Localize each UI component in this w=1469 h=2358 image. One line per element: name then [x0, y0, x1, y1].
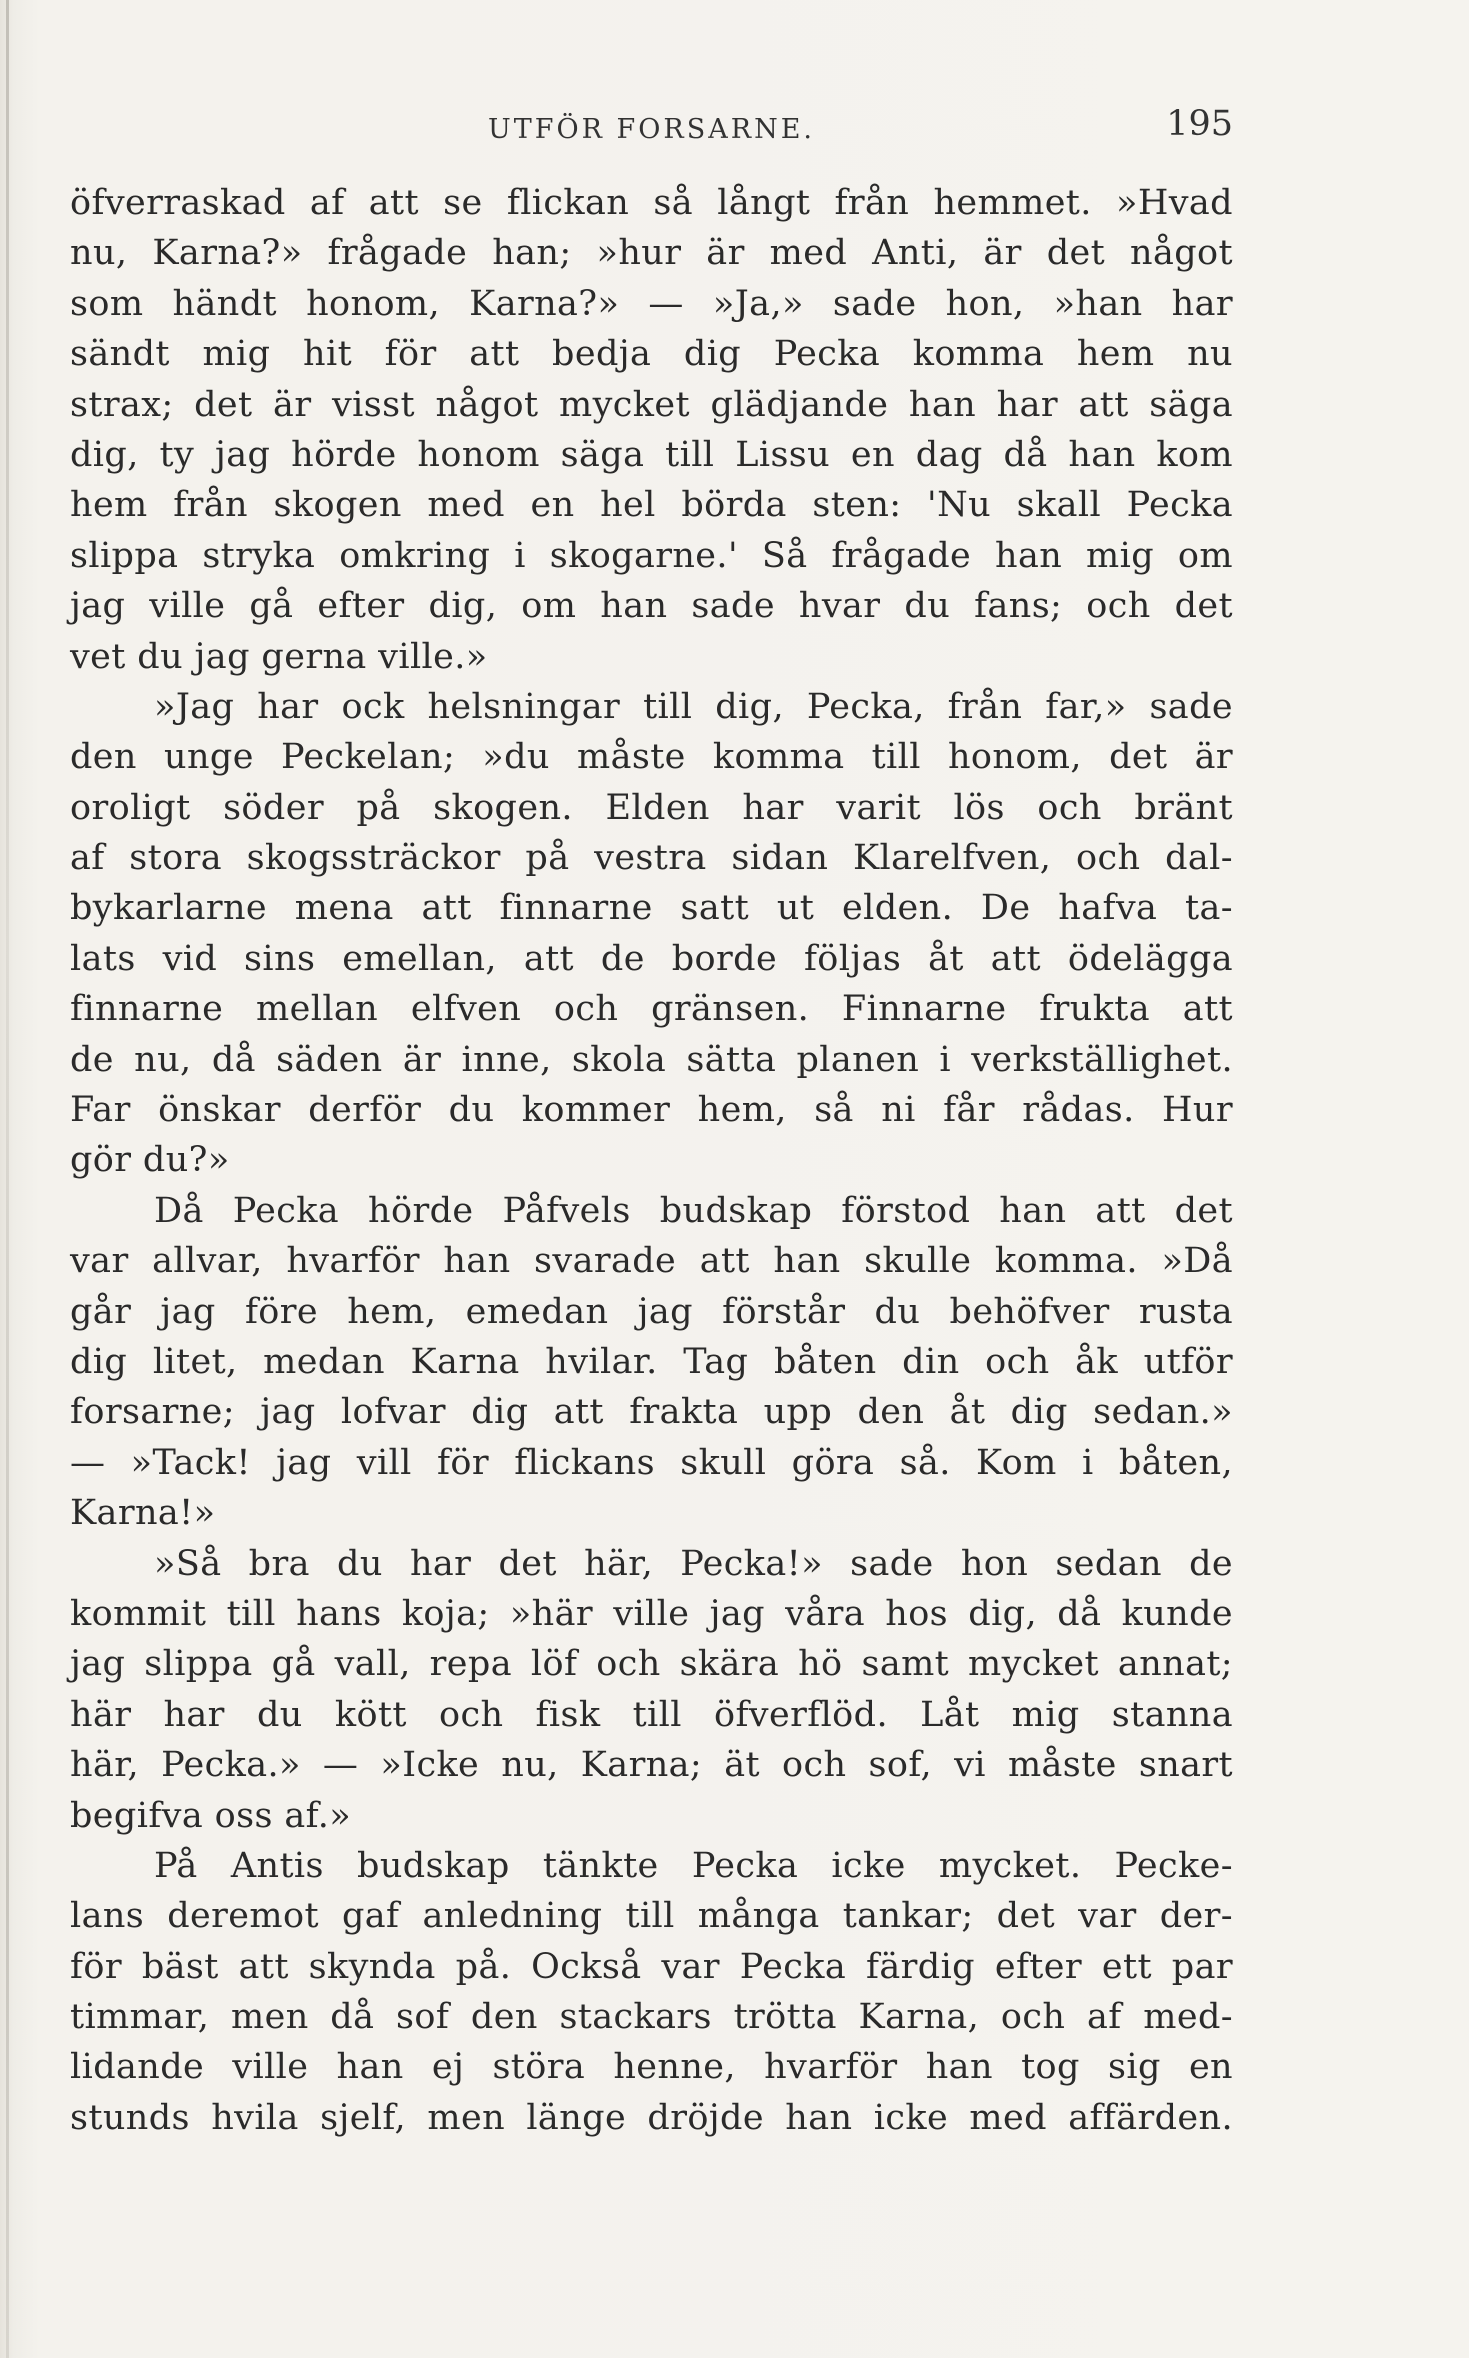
text-line: På Antis budskap tänkte Pecka icke mycket. Pecke-: [154, 1845, 1233, 1886]
text-line: kommit till hans koja; »här ville jag våra hos dig, då kunde: [70, 1593, 1233, 1634]
text-line: här, Pecka.» — »Icke nu, Karna; ät och sof, vi måste snart: [70, 1745, 1233, 1786]
text-line: lans deremot gaf anledning till många tankar; det var der-: [70, 1896, 1233, 1937]
text-line: Då Pecka hörde Påfvels budskap förstod han att det: [154, 1190, 1233, 1231]
text-line: bykarlarne mena att finnarne satt ut elden. De hafva ta-: [70, 888, 1233, 929]
text-line: var allvar, hvarför han svarade att han skulle komma. »Då: [70, 1241, 1233, 1282]
running-head: UTFÖR FORSARNE.: [488, 114, 815, 145]
text-line: vet du jag gerna ville.»: [70, 636, 488, 677]
text-line: den unge Peckelan; »du måste komma till honom, det är: [70, 737, 1233, 778]
text-line: af stora skogssträckor på vestra sidan Klarelfven, och dal-: [70, 838, 1233, 879]
text-line: Karna!»: [70, 1493, 216, 1534]
page-number: 195: [1166, 104, 1233, 144]
text-line: »Så bra du har det här, Pecka!» sade hon sedan de: [154, 1543, 1233, 1584]
text-line: slippa stryka omkring i skogarne.' Så frågade han mig om: [70, 535, 1233, 576]
text-line: som händt honom, Karna?» — »Ja,» sade hon, »han har: [70, 283, 1233, 324]
text-line: strax; det är visst något mycket glädjande han har att säga: [70, 384, 1233, 425]
text-line: »Jag har ock helsningar till dig, Pecka, från far,» sade: [154, 686, 1233, 727]
text-line: Far önskar derför du kommer hem, så ni får rådas. Hur: [70, 1090, 1233, 1131]
text-line: lats vid sins emellan, att de borde följas åt att ödelägga: [70, 938, 1233, 979]
text-line: lidande ville han ej störa henne, hvarför han tog sig en: [70, 2047, 1233, 2088]
binding-edge: [6, 0, 9, 2358]
text-line: jag ville gå efter dig, om han sade hvar du fans; och det: [70, 586, 1233, 627]
page-header: [70, 102, 1233, 152]
text-line: nu, Karna?» frågade han; »hur är med Anti, är det något: [70, 233, 1233, 274]
text-line: dig litet, medan Karna hvilar. Tag båten din och åk utför: [70, 1341, 1233, 1382]
text-line: timmar, men då sof den stackars trötta Karna, och af med-: [70, 1997, 1233, 2038]
text-line: finnarne mellan elfven och gränsen. Finnarne frukta att: [70, 989, 1233, 1030]
text-line: jag slippa gå vall, repa löf och skära hö samt mycket annat;: [70, 1644, 1233, 1685]
text-line: de nu, då säden är inne, skola sätta planen i verkställighet.: [70, 1039, 1233, 1080]
text-line: sändt mig hit för att bedja dig Pecka komma hem nu: [70, 334, 1233, 375]
text-line: öfverraskad af att se flickan så långt från hemmet. »Hvad: [70, 183, 1233, 223]
body-text: [70, 178, 1233, 2143]
text-line: oroligt söder på skogen. Elden har varit lös och bränt: [70, 787, 1233, 828]
text-line: forsarne; jag lofvar dig att frakta upp den åt dig sedan.»: [70, 1392, 1233, 1433]
text-line: begifva oss af.»: [70, 1795, 352, 1836]
text-line: hem från skogen med en hel börda sten: 'Nu skall Pecka: [70, 485, 1233, 526]
text-line: för bäst att skynda på. Också var Pecka färdig efter ett par: [70, 1946, 1233, 1987]
text-line: stunds hvila sjelf, men länge dröjde han icke med affärden.: [70, 2097, 1233, 2138]
text-line: — »Tack! jag vill för flickans skull göra så. Kom i båten,: [70, 1442, 1233, 1483]
text-line: här har du kött och fisk till öfverflöd. Låt mig stanna: [70, 1694, 1233, 1735]
text-line: går jag före hem, emedan jag förstår du behöfver rusta: [70, 1291, 1233, 1332]
text-line: gör du?»: [70, 1140, 230, 1181]
text-line: dig, ty jag hörde honom säga till Lissu en dag då han kom: [70, 434, 1233, 475]
